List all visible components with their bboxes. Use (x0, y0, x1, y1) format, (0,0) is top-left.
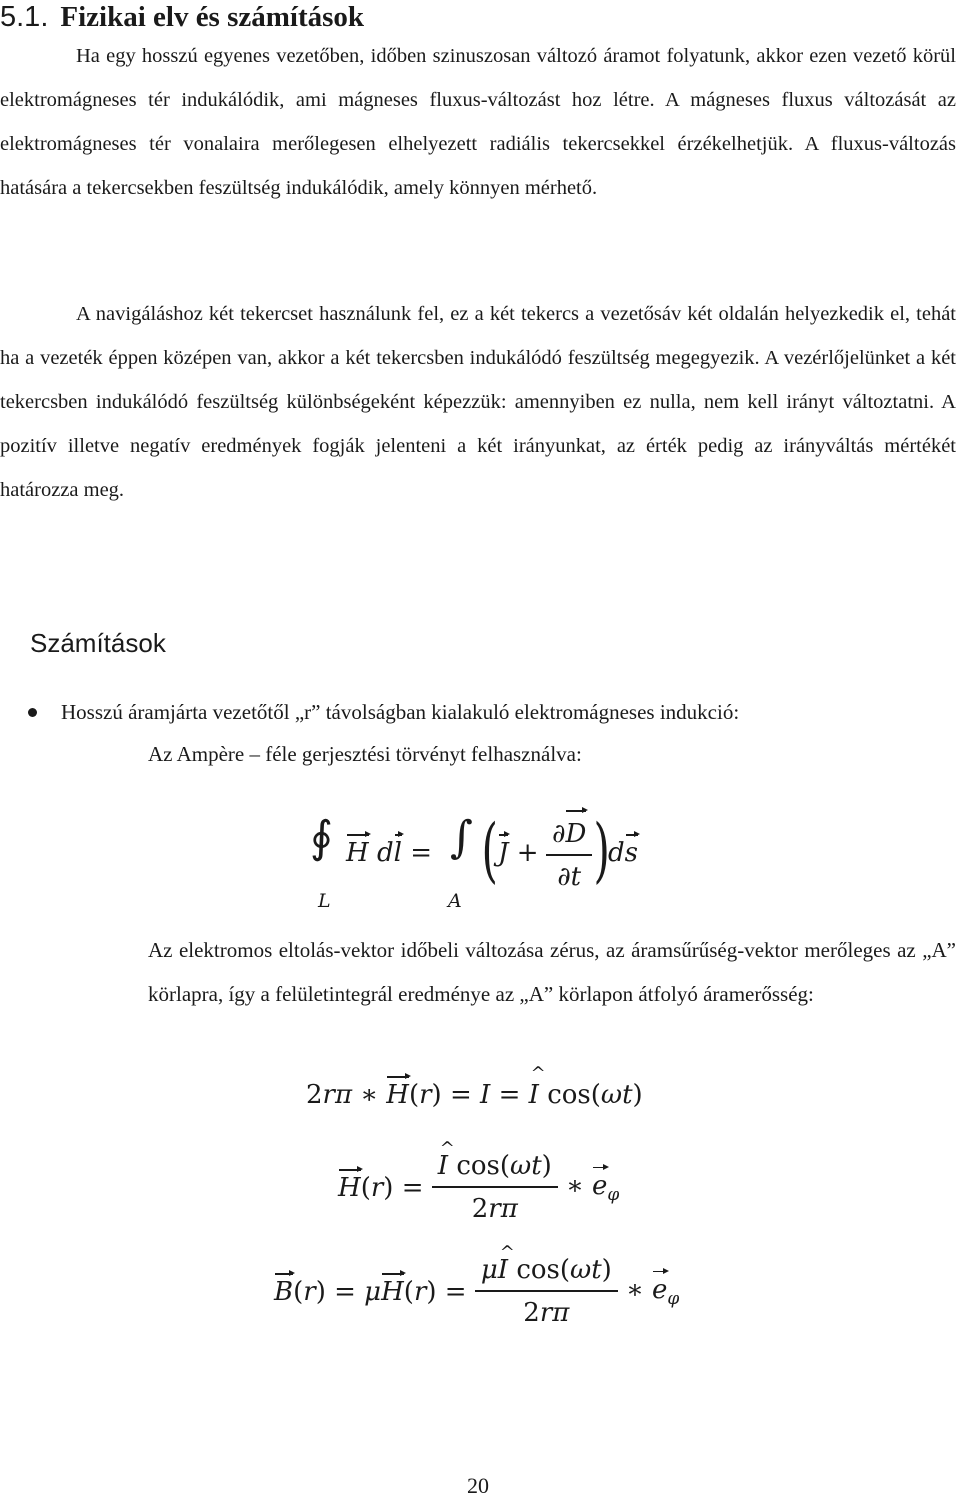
current-density-term: J + (498, 838, 539, 868)
contour-integral-lower-limit: L (318, 890, 331, 912)
equation-magnetic-field: H(r) = ^ $\frac{\text{I cos(ωt)}}{2r\pi}$ ∗ $e_\varphi$ (338, 1146, 619, 1230)
equation-magnetic-induction: B(r) = μH(r) = $\frac{\text{μ\textasciicircum{} I cos(ωt)}}{2r\pi}$ ∗ $e_\varphi$ (274, 1250, 679, 1334)
section-number: 5.1. (0, 1, 49, 33)
subsection-title: Számítások (30, 628, 166, 658)
right-paren: ) (593, 809, 610, 891)
bullet-item (28, 692, 739, 732)
paragraph-physical-principle: Ha egy hosszú egyenes vezetőben, időben szinuszosan változó áramot folyatunk, akkor ezen vezető körül elektromágneses tér indukálódik, ami mágneses fluxus-változást hoz létre. A mágneses fluxus változását az elektromágneses tér vonalaira merőlegesen elhelyezett radiális tekercsekkel érzékelhetjük. A fluxus-változás hatására a tekercsekben feszültség indukálódik, amely könnyen mérhető. (0, 45, 956, 199)
surface-integral-symbol: ∫ (450, 812, 473, 863)
paragraph-displacement: Az elektromos eltolás-vektor időbeli változása zérus, az áramsűrűség-vektor merőleges az „A” körlapra, így a felületintegrál eredménye az „A” körlapon átfolyó áramerősség: (148, 938, 956, 1006)
bullet-text: Hosszú áramjárta vezetőtől „r” távolságban kialakuló elektromágneses indukció: (61, 700, 740, 724)
page-number: 20 (467, 1473, 489, 1498)
surface-element: ds (608, 838, 638, 868)
equation1-left-side: H dl = (346, 838, 432, 868)
bullet-icon (28, 708, 37, 717)
contour-integral-symbol: ∮ (310, 812, 333, 863)
section-heading (0, 0, 364, 36)
equation-ampere-result: 2rπ ∗ H(r) = I = ^ I cos(ωt) (306, 1080, 643, 1110)
displacement-fraction: $\frac{\partial D}{\partial t}$ (546, 814, 592, 898)
surface-integral-lower-limit: A (448, 890, 462, 912)
section-title: Fizikai elv és számítások (60, 1, 365, 33)
ampere-intro: Az Ampère – féle gerjesztési törvényt felhasználva: (148, 742, 582, 766)
left-paren: ( (481, 809, 498, 891)
equation-ampere-law (310, 808, 650, 918)
paragraph-navigation: A navigáláshoz két tekercset használunk fel, ez a két tekercs a vezetősáv két oldalán helyezkedik el, tehát ha a vezeték éppen középen van, akkor a két tekercsben indukálódó feszültség megegyezik. A vezérlőjelünket a két tekercsben indukálódó feszültség különbségeként képezzük: amennyiben ez nulla, nem kell irányt változtatni. A pozitív illetve negatív eredmények fogják jelenteni a két irányunkat, az érték pedig az irányváltás mértékét határozza meg. (0, 303, 956, 501)
